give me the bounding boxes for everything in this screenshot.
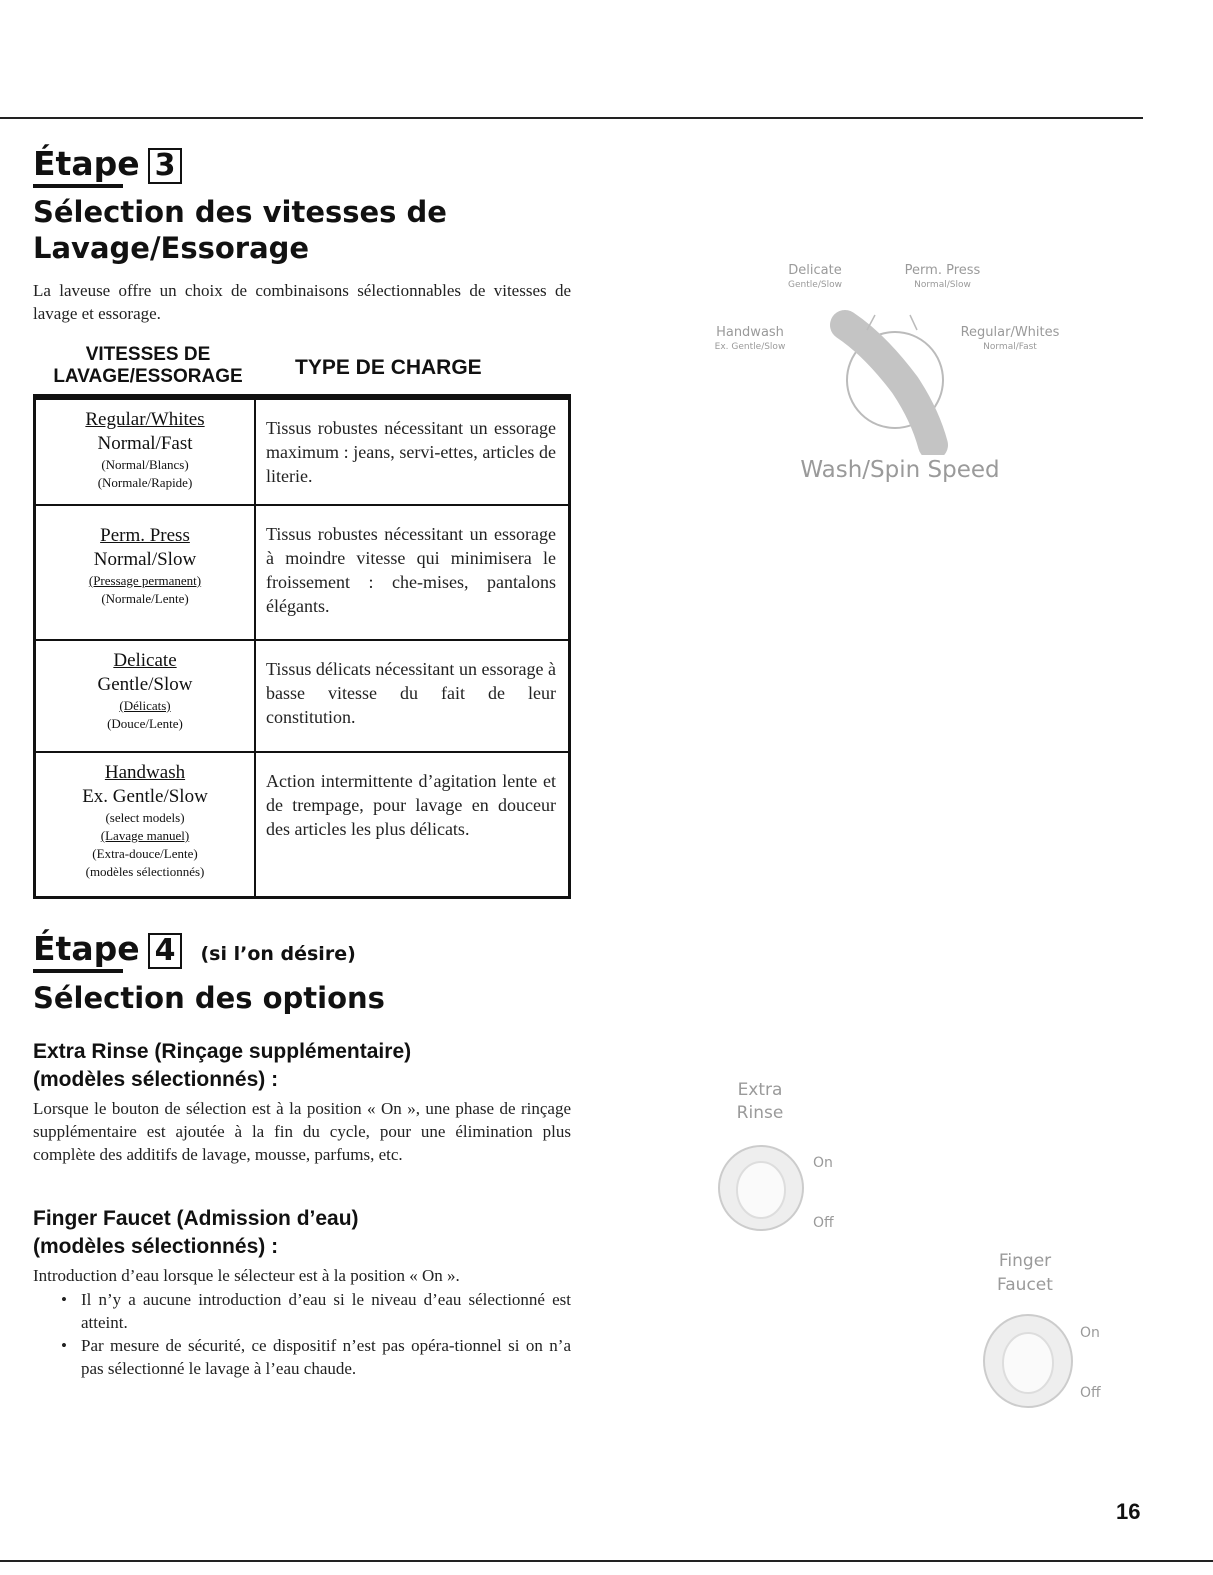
bullet-dot-icon: •: [61, 1290, 67, 1309]
finger-faucet-knob: [975, 1248, 1125, 1423]
speed-setting: Ex. Gentle/Slow: [82, 786, 208, 807]
dial-handwash-sub: Ex. Gentle/Slow: [714, 342, 786, 352]
speed-setting-fr: (Normale/Lente): [101, 591, 189, 606]
bottom-rule: [0, 1560, 1213, 1562]
bullet-item: [55, 1288, 571, 1334]
bullet-text: Par mesure de sécurité, ce dispositif n’est pas opéra-tionnel si on n’a pas sélectionné le lavage à l’eau chaude.: [81, 1336, 571, 1378]
dial-title: Wash/Spin Speed: [800, 457, 1000, 483]
dial-regular-whites: Regular/Whites: [960, 325, 1060, 340]
finger-faucet-heading-line2: (modèles sélectionnés) :: [33, 1235, 279, 1258]
speed-cell: [35, 397, 256, 505]
bullet-text: Il n’y a aucune introduction d’eau si le niveau d’eau sélectionné est atteint.: [81, 1290, 571, 1332]
extra-rinse-knob: [715, 1075, 865, 1235]
speed-setting-fr: (Extra-douce/Lente): [92, 846, 198, 861]
table-row: [35, 505, 570, 640]
step3-title-line2: Lavage/Essorage: [33, 231, 310, 265]
speed-name: Handwash: [104, 762, 186, 783]
dial-delicate-sub: Gentle/Slow: [788, 280, 842, 290]
col1-header: [33, 344, 263, 388]
finger-faucet-label-line2: Faucet: [997, 1275, 1053, 1295]
top-rule: [0, 117, 1143, 119]
dial-perm-press-sub: Normal/Slow: [914, 280, 971, 290]
speed-note: (select models): [105, 810, 185, 825]
load-type-cell: Action intermittente d’agitation lente et de trempage, pour lavage en douceur des articles les plus délicats.: [255, 752, 570, 897]
finger-faucet-heading-line1: Finger Faucet (Admission d’eau): [33, 1207, 359, 1230]
load-type-cell: Tissus robustes nécessitant un essorage à moindre vitesse qui minimisera le froissement : che-mises, pantalons élégants.: [255, 505, 570, 640]
step4-qualifier: (si l’on désire): [200, 943, 356, 965]
step3-underline: [33, 184, 123, 188]
finger-faucet-on: On: [1080, 1325, 1100, 1341]
speed-name: Regular/Whites: [85, 409, 205, 430]
table-row: [35, 640, 570, 752]
speed-setting-fr: (Douce/Lente): [107, 716, 183, 731]
finger-faucet-off: Off: [1080, 1385, 1101, 1401]
speed-setting: Normal/Fast: [97, 433, 193, 454]
extra-rinse-selector-icon: [715, 1143, 815, 1233]
load-type-cell: Tissus délicats nécessitant un essorage à basse vitesse du fait de leur constitution.: [255, 640, 570, 752]
extra-rinse-label-line2: Rinse: [736, 1103, 784, 1123]
step3-title-line1: Sélection des vitesses de: [33, 195, 447, 229]
speed-setting: Normal/Slow: [93, 549, 197, 570]
finger-faucet-bullets: [55, 1288, 571, 1380]
load-type-cell: Tissus robustes nécessitant un essorage maximum : jeans, servi-ettes, articles de literie.: [255, 397, 570, 505]
dial-perm-press: Perm. Press: [904, 263, 981, 278]
extra-rinse-heading-line1: Extra Rinse (Rinçage supplémentaire): [33, 1040, 412, 1063]
speed-name-fr: (Délicats): [119, 698, 171, 713]
finger-faucet-text: Introduction d’eau lorsque le sélecteur est à la position « On ».: [33, 1266, 460, 1285]
step3-number: 3: [148, 148, 183, 184]
extra-rinse-label-line1: Extra: [737, 1080, 783, 1100]
bullet-item: [55, 1334, 571, 1380]
page-number: 16: [1116, 1499, 1141, 1524]
dial-handwash: Handwash: [716, 325, 784, 340]
finger-faucet-selector-icon: [980, 1311, 1080, 1411]
extra-rinse-off: Off: [813, 1215, 834, 1231]
speed-name-fr: (Pressage permanent): [88, 573, 202, 588]
dial-delicate: Delicate: [788, 263, 842, 278]
speed-table: [33, 394, 571, 899]
col2-header: TYPE DE CHARGE: [295, 356, 482, 379]
speed-name-fr: (Lavage manuel): [100, 828, 190, 843]
speed-name: Perm. Press: [100, 525, 190, 546]
step3-intro: La laveuse offre un choix de combinaisons sélectionnables de vitesses de lavage et essorage.: [33, 281, 571, 323]
table-row: [35, 397, 570, 505]
step3-heading: [33, 145, 182, 184]
dial-knob-icon: [815, 295, 975, 455]
table-row: [35, 752, 570, 897]
extra-rinse-text: Lorsque le bouton de sélection est à la position « On », une phase de rinçage supplémentaire est ajoutée à la fin du cycle, pour une élimination plus complète des additifs de lavage, mousse, parfums, etc.: [33, 1099, 571, 1164]
extra-rinse-heading-line2: (modèles sélectionnés) :: [33, 1068, 279, 1091]
step4-title: Sélection des options: [33, 981, 385, 1015]
step4-underline: [33, 969, 123, 973]
step3-label: Étape: [33, 144, 140, 183]
finger-faucet-label-line1: Finger: [998, 1251, 1052, 1271]
speed-setting: Gentle/Slow: [97, 674, 193, 695]
dial-regular-whites-sub: Normal/Fast: [983, 342, 1037, 352]
speed-cell: [35, 640, 256, 752]
col1-header-line2: LAVAGE/ESSORAGE: [53, 366, 243, 387]
speed-setting-fr: (Normale/Rapide): [97, 475, 193, 490]
step4-number: 4: [148, 933, 183, 969]
step4-heading: [33, 930, 356, 973]
speed-name-fr: (Normal/Blancs): [101, 457, 189, 472]
bullet-dot-icon: •: [61, 1336, 67, 1355]
speed-cell: [35, 752, 256, 897]
speed-cell: [35, 505, 256, 640]
extra-rinse-on: On: [813, 1155, 833, 1171]
wash-spin-dial: [690, 255, 1080, 495]
speed-name: Delicate: [113, 650, 177, 671]
step4-label: Étape: [33, 929, 140, 968]
col1-header-line1: VITESSES DE: [85, 344, 211, 365]
speed-note-fr: (modèles sélectionnés): [85, 864, 205, 879]
